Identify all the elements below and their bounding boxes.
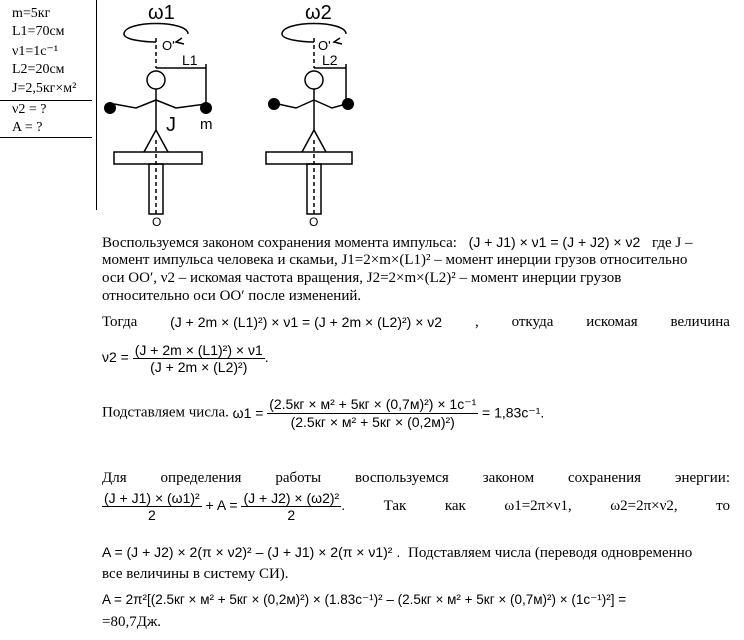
nu2-denominator: (J + 2m × (L2)²) — [150, 359, 248, 375]
axis-bottom-2: O — [309, 215, 319, 229]
rotation-arrow-1 — [124, 24, 188, 35]
work-line — [102, 470, 730, 487]
work-word: Для — [102, 470, 127, 486]
find-divider — [0, 137, 92, 138]
weight-right-2 — [342, 98, 354, 110]
omega-numerator: (2.5кг × м² + 5кг × (0,7м)²) × 1с⁻¹ — [269, 396, 477, 412]
find-work: A = ? — [12, 120, 43, 135]
nu2-numerator: (J + 2m × (L1)²) × ν1 — [134, 342, 263, 358]
para1-line3: оси OO′, ν2 – искомая частота вращения, J2=2×m×(L2)² – момент инерции грузов — [102, 270, 622, 286]
axis-top-2: O' — [318, 38, 331, 53]
energy-line — [102, 490, 730, 523]
then-comma: , — [474, 314, 479, 330]
work-word: законом — [482, 470, 535, 486]
given-nu1: ν1=1с⁻¹ — [12, 44, 59, 59]
then-whence: откуда — [511, 314, 554, 330]
omega1-label: ω1 — [148, 2, 175, 24]
work-formula-line — [102, 544, 692, 562]
given-l1: L1=70см — [12, 24, 65, 39]
energy-lhs-numerator: (J + J1) × (ω1)² — [104, 490, 200, 506]
then-quantity: величина — [670, 314, 730, 330]
then-word: Тогда — [102, 314, 138, 330]
given-j: J=2,5кг×м² — [12, 81, 77, 96]
omega-denominator: (2.5кг × м² + 5кг × (0,2м)²) — [290, 414, 455, 430]
energy-plus: + A = — [205, 497, 238, 514]
work-calculation: A = 2π²[(2.5кг × м² + 5кг × (0,2м)²) × (1.83с⁻¹)² – (2.5кг × м² + 5кг × (0,7м)²) × (1с⁻¹)²] = — [102, 592, 627, 607]
work-result: =80,7Дж. — [102, 614, 162, 630]
then-sought: искомая — [586, 314, 638, 330]
axis-bottom-1: O — [152, 215, 162, 229]
then-line — [102, 314, 730, 331]
momentum-equation: (J + J1) × ν1 = (J + J2) × ν2 — [468, 234, 641, 250]
work-formula-text: Подставляем числа (переводя одновременно — [408, 545, 693, 561]
since-then: то — [716, 498, 730, 514]
then-equation: (J + 2m × (L1)²) × ν1 = (J + 2m × (L2)²) × ν2 — [170, 314, 443, 330]
work-word: энергии: — [675, 470, 730, 486]
weight-left-2 — [268, 98, 280, 110]
energy-lhs-fraction — [102, 490, 202, 523]
work-word: работы — [275, 470, 322, 486]
bench-figure — [96, 0, 376, 232]
omega2-relation: ω2=2π×ν2, — [610, 498, 678, 514]
axis-top-1: O' — [162, 38, 175, 53]
given-l2: L2=20см — [12, 62, 65, 77]
nu2-fraction — [133, 342, 265, 375]
length-2: L2 — [322, 52, 338, 68]
para1-line2: момент импульса человека и скамьи, J1=2×m×(L1)² – момент инерции грузов относительно — [102, 252, 688, 268]
work-formula: A = (J + J2) × 2(π × ν2)² – (J + J1) × 2(π × ν1)² . — [102, 544, 401, 560]
since-word: Так — [383, 498, 407, 514]
omega2-label: ω2 — [305, 2, 332, 24]
energy-lhs-denominator: 2 — [147, 507, 156, 523]
mass-label: m — [200, 116, 213, 133]
find-nu2: ν2 = ? — [12, 102, 47, 117]
nu2-lhs: ν2 = — [102, 349, 129, 366]
weight-left-1 — [104, 102, 116, 114]
energy-rhs-numerator: (J + J2) × (ω2)² — [243, 490, 340, 506]
given-mass: m=5кг — [12, 6, 51, 21]
para1-line4: относительно оси OO′ после изменений. — [102, 288, 362, 304]
since-word: как — [444, 498, 466, 514]
nu2-formula: ν2 = $\frac{\text{(J + 2m × (L1)²) × ν1}}{\text{(J + 2m × (L2)²)}}$ . — [102, 342, 269, 375]
length-1: L1 — [182, 52, 198, 68]
work-word: сохранения — [567, 470, 642, 486]
energy-rhs-fraction — [241, 490, 341, 523]
work-word: воспользуемся — [355, 470, 449, 486]
inertia-label: J — [166, 114, 176, 136]
energy-rhs-denominator: 2 — [287, 507, 296, 523]
energy-equation: $\frac{\text{(J + J1) × (ω1)²}}{2}$ + A = $\frac{\text{(J + J2) × (ω2)²}}{2}$ . — [104, 490, 346, 523]
si-note: все величины в систему СИ). — [102, 566, 289, 582]
omega-line — [102, 396, 544, 430]
para1-text-b: где J – — [651, 235, 693, 251]
given-panel — [0, 0, 97, 210]
para1-text-a: Воспользуемся законом сохранения момента импульса: — [102, 235, 457, 251]
given-divider — [0, 100, 92, 101]
omega-fraction — [267, 396, 478, 430]
weight-right-1 — [200, 102, 212, 114]
omega1-relation: ω1=2π×ν1, — [504, 498, 572, 514]
work-word: определения — [160, 470, 242, 486]
omega-result: = 1,83с⁻¹. — [482, 404, 545, 421]
omega-lhs: ω1 = — [232, 405, 264, 421]
subst-word: Подставляем числа. — [102, 404, 229, 421]
para1-line1 — [102, 234, 693, 252]
